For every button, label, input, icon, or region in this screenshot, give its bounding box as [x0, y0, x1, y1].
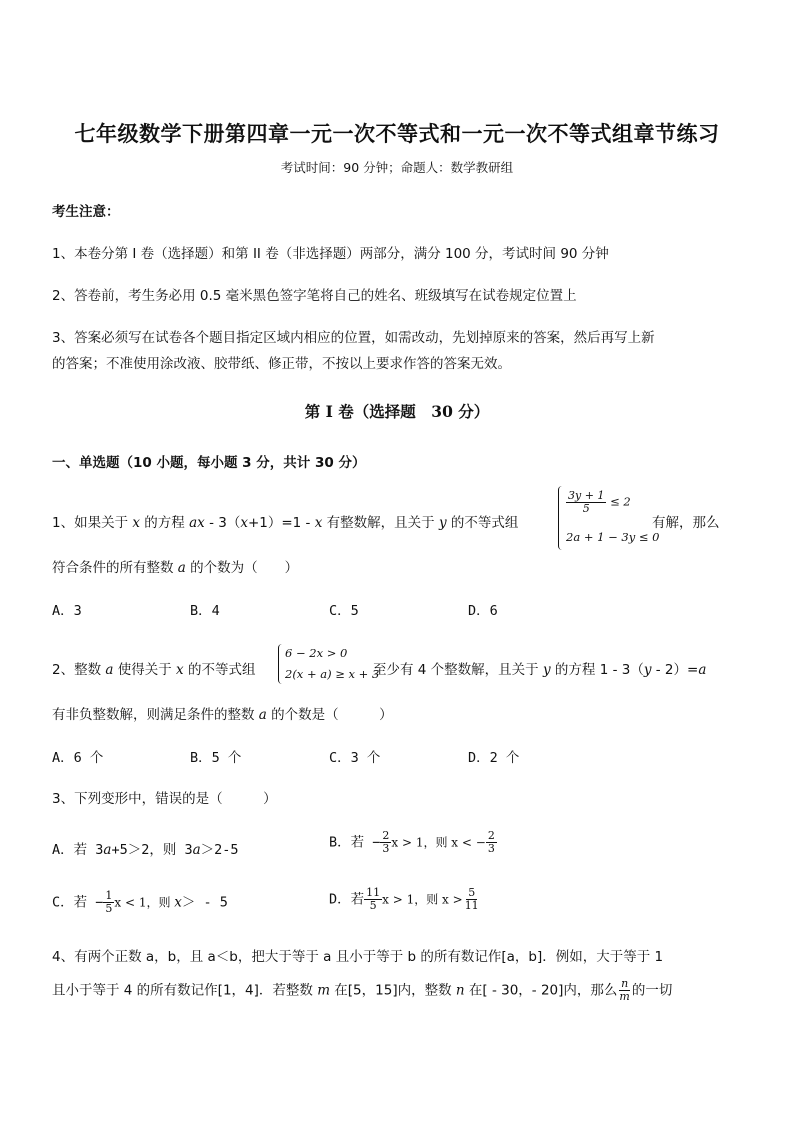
q1-stem: 1、如果关于 x 的方程 ax - 3（x+1）=1 - x 有整数解，且关于 y 的不等式组 [52, 515, 519, 531]
q4-stem-line2: 且小于等于 4 的所有数记作[1，4]．若整数 m 在[5，15]内，整数 n 在[ - 30，- 20]内，那么 $\frac{n}{m}$ 的一切 [52, 977, 673, 1003]
q2-inequality-2: 2(x + a) ≥ x + 3 [285, 667, 380, 681]
q2-option-b[interactable]: B．5 个 [190, 750, 242, 766]
q1-stem-line2: 符合条件的所有整数 a 的个数为（ ） [52, 560, 299, 576]
q2-system-brace [278, 644, 282, 684]
notice-item-3-cont: 的答案；不准使用涂改液、胶带纸、修正带，不按以上要求作答的答案无效。 [52, 356, 511, 372]
q2-stem-line2: 有非负整数解，则满足条件的整数 a 的个数是（ ） [52, 707, 393, 723]
part1-title: 第 I 卷（选择题 30 分） [304, 402, 490, 421]
q1-inequality-1: $\frac{3y + 1}{5}$ ≤ 2 [568, 489, 631, 515]
notice-item-3: 3、答案必须写在试卷各个题目指定区域内相应的位置，如需改动，先划掉原来的答案，然后再写上新 [52, 330, 655, 346]
q2-option-a[interactable]: A．6 个 [52, 750, 104, 766]
q1-option-d[interactable]: D．6 [468, 603, 498, 619]
q4-stem: 4、有两个正数 a，b，且 a＜b，把大于等于 a 且小于等于 b 的所有数记作[a，b]．例如，大于等于 1 [52, 949, 664, 965]
q1-inequality-2: 2a + 1 − 3y ≤ 0 [566, 530, 660, 544]
q3-option-b[interactable]: B．若 − $\frac{2}{3}$ x > 1，则 x < − $\frac{2}{3}$ [329, 829, 495, 855]
q2-option-c[interactable]: C．3 个 [329, 750, 381, 766]
q3-stem: 3、下列变形中，错误的是（ ） [52, 791, 277, 807]
notice-item-1: 1、本卷分第 I 卷（选择题）和第 II 卷（非选择题）两部分，满分 100 分，考试时间 90 分钟 [52, 246, 609, 262]
q3-option-d[interactable]: D．若 $\frac{11}{5}$ x > 1，则 x > $\frac{5}{11}$ [329, 886, 479, 912]
q1-stem-end: 有解，那么 [652, 515, 720, 531]
q1-option-c[interactable]: C．5 [329, 603, 359, 619]
q2-stem-cont: 至少有 4 个整数解，且关于 y 的方程 1 - 3（y - 2）=a [373, 662, 707, 678]
q2-inequality-1: 6 − 2x > 0 [285, 646, 348, 660]
q2-option-d[interactable]: D．2 个 [468, 750, 520, 766]
page-title: 七年级数学下册第四章一元一次不等式和一元一次不等式组章节练习 [74, 121, 720, 146]
section1-title: 一、单选题（10 小题，每小题 3 分，共计 30 分） [52, 455, 366, 471]
q3-option-a[interactable]: A．若 3a+5＞2，则 3a＞2-5 [52, 842, 239, 858]
q1-option-b[interactable]: B．4 [190, 603, 220, 619]
exam-info: 考试时间：90 分钟；命题人：数学教研组 [280, 160, 514, 175]
q1-option-a[interactable]: A．3 [52, 603, 82, 619]
q2-stem: 2、整数 a 使得关于 x 的不等式组 [52, 662, 256, 678]
notice-heading: 考生注意： [52, 204, 120, 220]
q1-system-brace [558, 486, 562, 550]
q3-option-c[interactable]: C．若 − $\frac{1}{5}$ x < 1，则 x＞ - 5 [52, 889, 228, 915]
notice-item-2: 2、答卷前，考生务必用 0.5 毫米黑色签字笔将自己的姓名、班级填写在试卷规定位置上 [52, 288, 577, 304]
